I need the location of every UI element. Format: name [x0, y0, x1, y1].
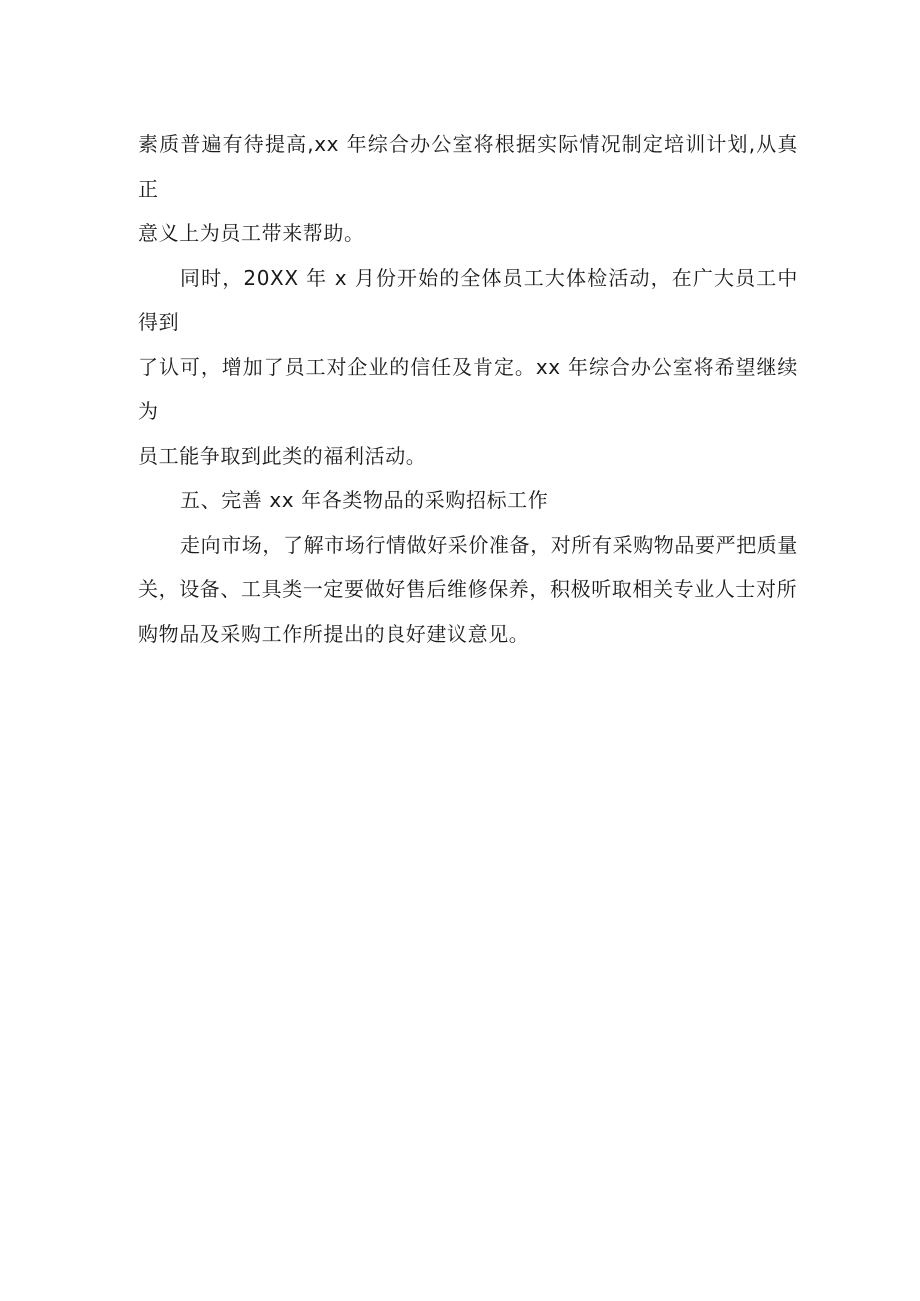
text-line: 关，设备、工具类一定要做好售后维修保养，积极听取相关专业人士对所: [138, 577, 798, 601]
text-line: 同时，20XX 年 x 月份开始的全体员工大体检活动，在广大员工中得到: [138, 265, 798, 334]
heading-text: 五、完善 xx 年各类物品的采购招标工作: [180, 488, 549, 512]
text-line: 了认可，增加了员工对企业的信任及肯定。xx 年综合办公室将希望继续为: [138, 354, 798, 423]
text-line: 购物品及采购工作所提出的良好建议意见。: [138, 621, 530, 646]
text-line: 员工能争取到此类的福利活动。: [138, 443, 427, 468]
text-line: 素质普遍有待提高,xx 年综合办公室将根据实际情况制定培训计划,从真正: [138, 132, 798, 201]
paragraph-procurement: [138, 523, 798, 657]
document-body: [138, 122, 798, 656]
paragraph-health-check: [138, 256, 798, 479]
section-heading-procurement: [138, 478, 798, 523]
paragraph-training: [138, 122, 798, 256]
text-line: 走向市场，了解市场行情做好采价准备，对所有采购物品要严把质量: [180, 532, 798, 557]
text-line: 意义上为员工带来帮助。: [138, 221, 365, 245]
